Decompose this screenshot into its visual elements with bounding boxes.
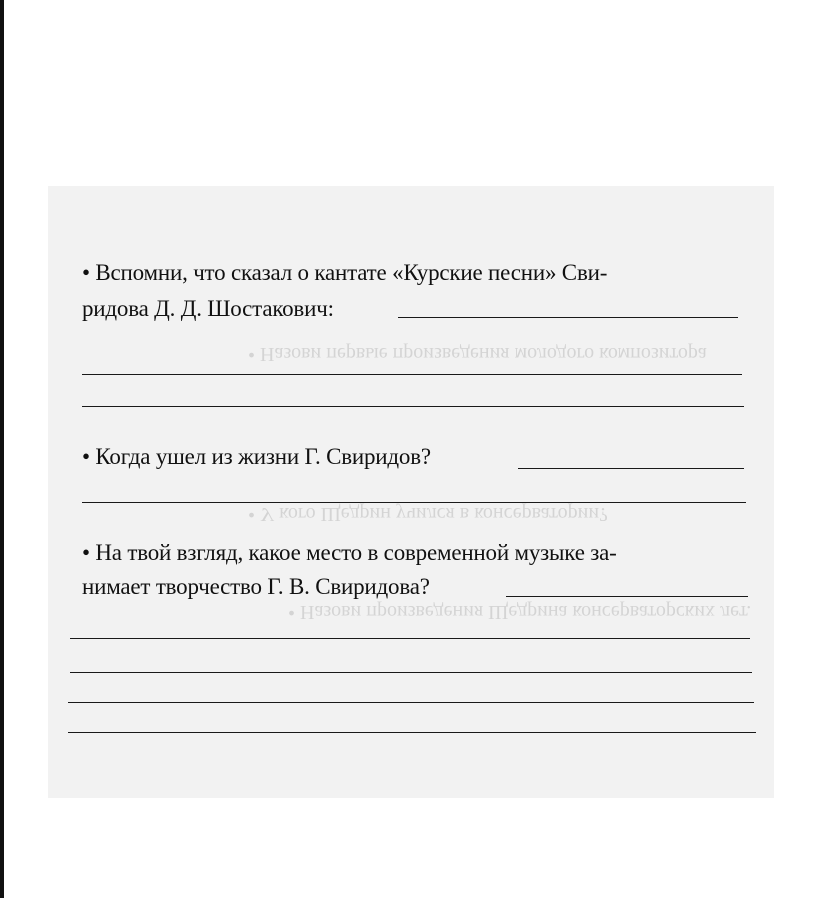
answer-line-3c[interactable] — [70, 672, 752, 673]
answer-line-2a[interactable] — [518, 468, 744, 469]
answer-line-3e[interactable] — [68, 732, 756, 733]
answer-line-1c[interactable] — [82, 406, 744, 407]
answer-line-2b[interactable] — [82, 502, 746, 503]
answer-line-3d[interactable] — [68, 702, 754, 703]
question-1-line-2: ридова Д. Д. Шостакович: — [82, 296, 334, 321]
bleed-through-line-b: • У кого Щедрин учился в консерватории? — [248, 503, 608, 525]
answer-line-3b[interactable] — [70, 638, 750, 639]
worksheet-page — [48, 186, 774, 798]
question-3-line-2: нимает творчество Г. В. Свиридова? — [82, 574, 430, 599]
answer-line-1b[interactable] — [82, 374, 742, 375]
left-edge-border — [0, 0, 4, 898]
question-1-line-1: • Вспомни, что сказал о кантате «Курские песни» Сви- — [82, 260, 608, 285]
answer-line-3a[interactable] — [506, 596, 748, 597]
question-2-line-1: • Когда ушел из жизни Г. Свиридов? — [82, 444, 431, 469]
bleed-through-line-c: • Назови произведения Щедрина консерваторских лет. — [288, 601, 752, 623]
bleed-through-line-a: • Назови первые произведения молодого композитора — [248, 343, 707, 365]
question-3-line-1: • На твой взгляд, какое место в современной музыке за- — [82, 540, 617, 565]
answer-line-1a[interactable] — [398, 317, 738, 318]
